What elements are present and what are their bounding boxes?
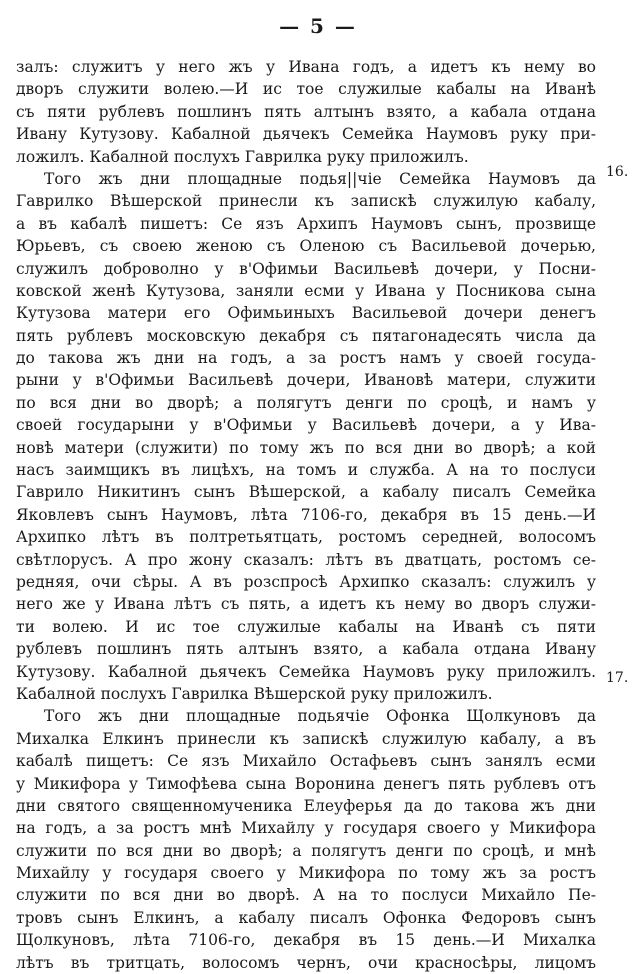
text-line: Щолкуновъ, лѣта 7106-го, декабря въ 15 день.—И Михалка	[16, 931, 596, 950]
text-line: а въ кабалѣ пишетъ: Се язъ Архипъ Наумовъ сынъ, прозвище	[16, 214, 596, 233]
text-line: Архипко лѣтъ въ полтретьятцать, ростомъ середней, волосомъ	[16, 528, 596, 547]
text-line: своей государыни у в'Офимьи у Васильевѣ дочери, а у Ива-	[16, 416, 596, 435]
text-line: по вся дни во дворѣ; а полягутъ денги по сроцѣ, и намъ у	[16, 393, 596, 412]
text-line: Кутузову. Кабалной дьячекъ Семейка Наумовъ руку приложилъ.	[16, 662, 596, 681]
text-line: Того жъ дни площадные подья||чіе Семейка Наумовъ да	[44, 169, 596, 188]
text-line: Гаврило Никитинъ сынъ Вѣшерской, а кабалу писалъ Семейка	[16, 483, 596, 502]
text-line: Юрьевъ, съ своею женою съ Оленою съ Васильевой дочерью,	[16, 237, 596, 256]
text-line: Ивану Кутузову. Кабалной дьячекъ Семейка Наумовъ руку при-	[16, 125, 596, 144]
text-line: Яковлевъ сынъ Наумовъ, лѣта 7106-го, декабря въ 15 день.—И	[16, 505, 596, 524]
text-line: новѣ матери (служити) по тому жъ по вся дни во дворѣ; а кой	[16, 438, 596, 457]
text-line: тровъ сынъ Елкинъ, а кабалу писалъ Офонка Федоровъ сынъ	[16, 908, 596, 927]
text-line: дворъ служити волею.—И ис тое служилые кабалы на Иванѣ	[16, 80, 596, 99]
text-line: кабалѣ пищетъ: Се язъ Михайло Остафьевъ сынъ занялъ есми	[16, 752, 596, 771]
text-line: лѣтъ въ тритцать, волосомъ чернъ, очи красносѣры, лицомъ	[16, 953, 596, 972]
text-line: служилъ доброволно у в'Офимьи Васильевѣ дочери, у Посни-	[16, 259, 596, 278]
text-line: рублевъ пошлинъ пять алтынъ взято, а кабала отдана Ивану	[16, 640, 596, 659]
text-line: ковской женѣ Кутузова, заняли есми у Ивана у Посникова сына	[16, 281, 596, 300]
text-line: свѣтлорусъ. А про жону сказалъ: лѣтъ въ дватцать, ростомъ се-	[16, 550, 596, 569]
text-line: до такова жъ дни на годъ, а за ростъ намъ у своей госуда-	[16, 349, 596, 368]
text-line: насъ заимщикъ въ лицѣхъ, на томъ и служба. А на то послуси	[16, 461, 596, 480]
text-line: Кутузова матери его Офимьиныхъ Васильевой дочери денегъ	[16, 304, 596, 323]
text-line: рыни у в'Офимьи Васильевѣ дочери, Ивановѣ матери, служити	[16, 371, 596, 390]
paragraph-1	[16, 56, 596, 168]
paragraph-3	[16, 705, 596, 974]
text-line: у Микифора у Тимофѣева сына Воронина денегъ пять рублевъ отъ	[16, 774, 596, 793]
marginal-number: 16.	[606, 164, 629, 180]
text-line: пять рублевъ московскую декабря съ пятагонадесять числа да	[16, 326, 596, 345]
marginal-number: 17.	[606, 670, 629, 686]
text-line: него же у Ивана лѣтъ съ пять, а идетъ къ нему во дворъ служи-	[16, 595, 596, 614]
text-line: ложилъ. Кабалной послухъ Гаврилка руку приложилъ.	[16, 147, 469, 166]
text-line: служити по вся дни во дворѣ. А на то послуси Михайло Пе-	[16, 886, 596, 905]
text-line: Гаврилко Вѣшерской принесли къ запискѣ служилую кабалу,	[16, 192, 596, 211]
text-line: дни святого священномученика Елеуферья да до такова жъ дни	[16, 796, 596, 815]
text-line: редняя, очи сѣры. А въ розспросѣ Архипко сказалъ: служилъ у	[16, 572, 596, 591]
text-line: Михалка Елкинъ принесли къ запискѣ служилую кабалу, а въ	[16, 729, 596, 748]
document-body	[16, 56, 596, 974]
text-line: служити по вся дни во дворѣ; а полягутъ денги по сроцѣ, и мнѣ	[16, 841, 596, 860]
text-line: залъ: служитъ у него жъ у Ивана годъ, а идетъ къ нему во	[16, 58, 596, 76]
text-line: Михайлу у государя своего у Микифора по тому жъ за ростъ	[16, 864, 596, 883]
paragraph-2	[16, 168, 596, 705]
text-line: Того жъ дни площадные подьячіе Офонка Щолкуновъ да	[44, 707, 596, 726]
page-number: — 5 —	[279, 14, 357, 38]
text-line: съ пяти рублевъ пошлинъ пять алтынъ взято, а кабала отдана	[16, 102, 596, 121]
text-line: на годъ, а за ростъ мнѣ Михайлу у государя своего у Микифора	[16, 819, 596, 838]
text-line: ти волею. И ис тое служилые кабалы на Иванѣ съ пяти	[16, 617, 596, 636]
text-line: Кабалной послухъ Гаврилка Вѣшерской руку приложилъ.	[16, 684, 493, 703]
